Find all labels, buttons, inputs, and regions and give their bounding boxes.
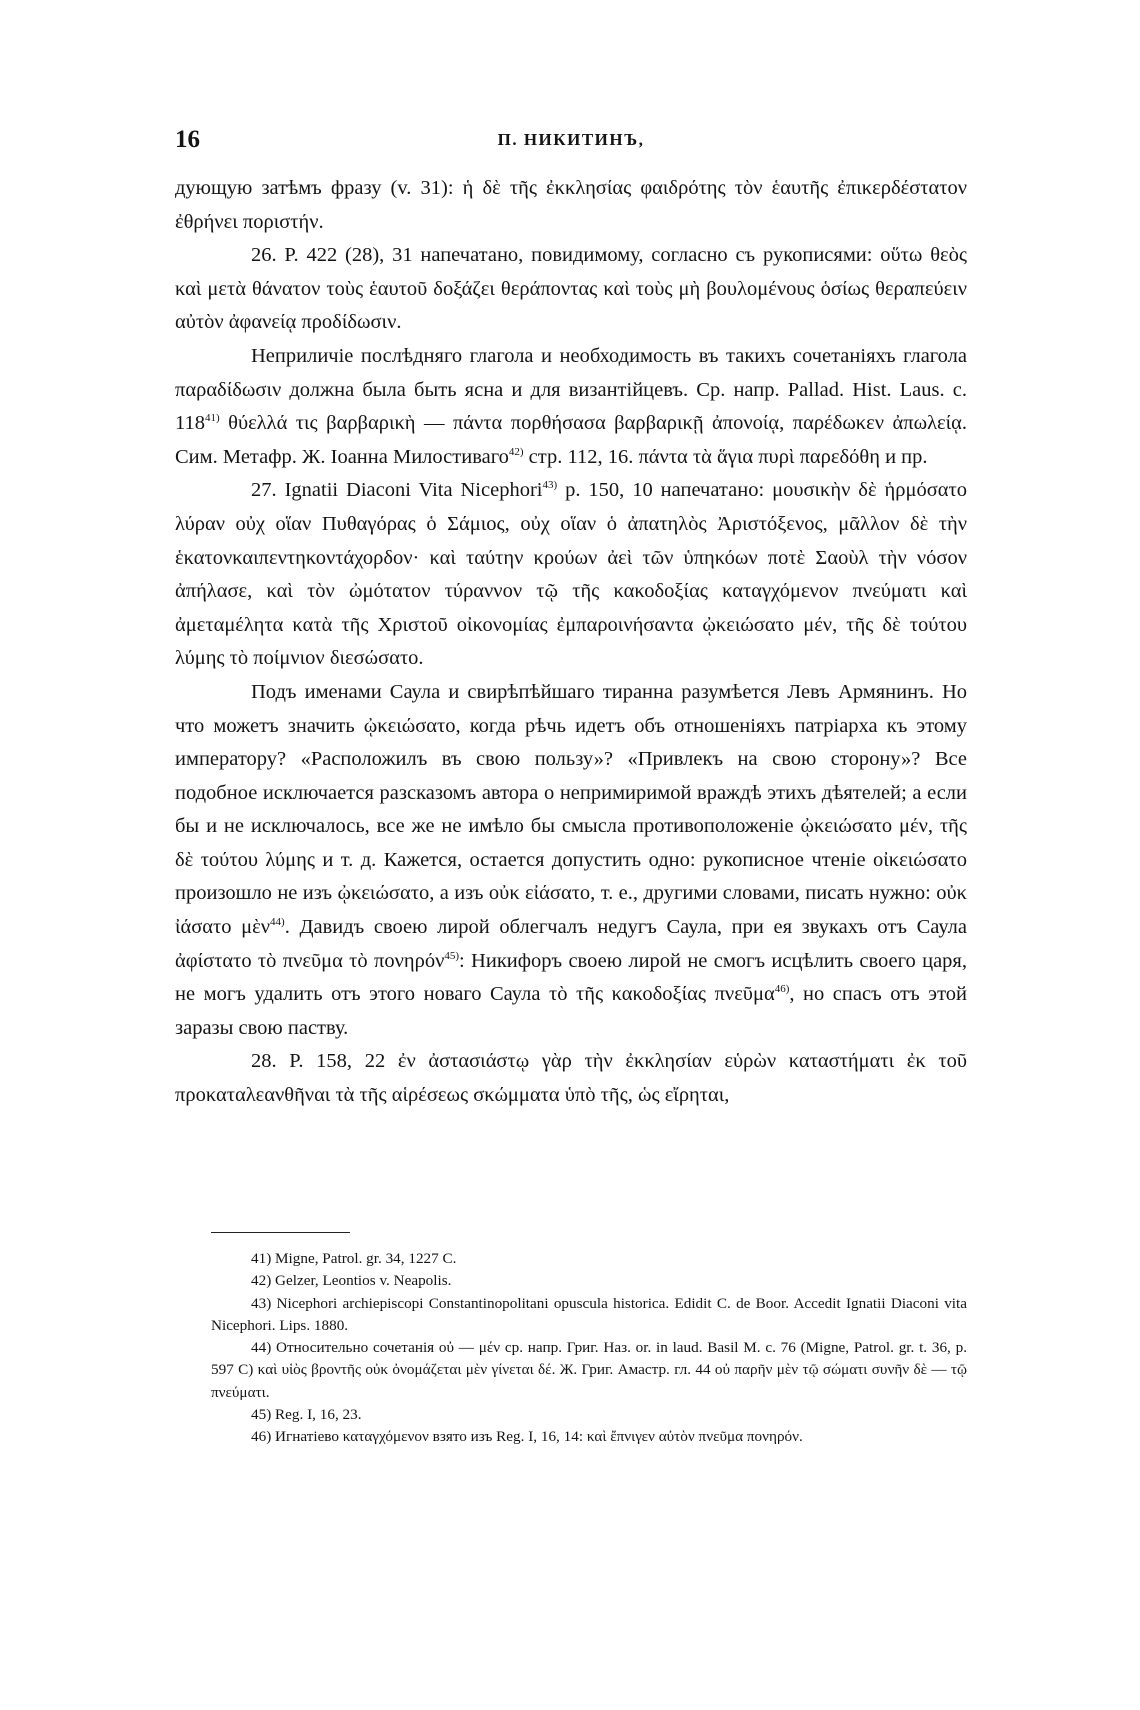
paragraph-5-text-c: : Никифоръ своею лирой не смогъ исцѣлить своего царя, не могъ удалить отъ этого новаго Саула τὸ τῆς κακοδοξίας πνεῦμα — [175, 949, 967, 1006]
paragraph-4-text-b: p. 150, 10 напечатано: μουσικὴν δὲ ἡρμόσατο λύραν οὐχ οἵαν Πυθαγόρας ὁ Σάμιος, οὐχ οἵαν ὁ ἀπατηλὸς Ἀριστόξενος, μᾶλλον δὲ τὴν ἑκατονκαιπεντηκοντάχορδον· καὶ ταύτην κρούων ἀεὶ τῶν ὑπηκόων ποτὲ Σαοὺλ τὴν νόσον ἀπήλασε, καὶ τὸν ὠμότατον τύραννον τῷ τῆς κακοδοξίας καταγχόμενον πνεύματι καὶ ἀμεταμέλητα κατὰ τῆς Χριστοῦ οἰκονομίας ἐμπαροινήσαντα ᾠκειώσατο μέν, τῆς δὲ τούτου λύμης τὸ ποίμνιον διεσώσατο. — [175, 479, 967, 670]
footnote-ref-45: 45) — [444, 949, 460, 962]
paragraph-5-text-a: Подъ именами Саула и свирѣпѣйшаго тиранна разумѣется Левъ Армянинъ. Но что можетъ значить ᾠκειώσατο, когда рѣчь идетъ объ отношеніяхъ патріарха къ этому императору? «Расположилъ въ свою пользу»? «Привлекъ на свою сторону»? Все подобное исключается разсказомъ автора о непримиримой враждѣ этихъ дѣятелей; а если бы и не исключалось, все же не имѣло бы смысла противоположеніе ᾠκειώσατο μέν, τῆς δὲ τούτου λύμης и т. д. Кажется, остается допустить одно: рукописное чтеніе οἰκειώσατο произошло не изъ ᾠκειώσατο, а изъ οὐκ εἰάσατο, т. е., другими словами, писать нужно: οὐκ ἰάσατο μὲν — [175, 680, 967, 939]
footnote-divider — [211, 1232, 350, 1233]
paragraph-3-text-a: Неприличіе послѣдняго глагола и необходимость въ такихъ сочетаніяхъ глагола παραδίδωσιν должна была быть ясна и для византійцевъ. Ср. напр. Pallad. Hist. Laus. c. 118 — [175, 344, 967, 435]
paragraph-2: 26. P. 422 (28), 31 напечатано, повидимому, согласно съ рукописями: οὕτω θεὸς καὶ μετὰ θάνατον τοὺς ἑαυτοῦ δοξάζει θεράποντας καὶ τοὺς μὴ βουλομένους ὁσίως θεραπεύειν αὐτὸν ἀφανείᾳ προδίδωσιν. — [175, 244, 967, 334]
footnote-42: 42) Gelzer, Leontios v. Neapolis. — [251, 1272, 452, 1290]
page-header — [175, 126, 967, 162]
paragraph-4-text-a: 27. Ignatii Diaconi Vita Nicephori — [251, 479, 543, 502]
paragraph-3-text-b: θύελλά τις βαρβαρικὴ — πάντα πορθήσασα βαρβαρικῇ ἀπονοίᾳ, παρέδωκεν ἀπωλείᾳ. Сим. Метафр. Ж. Іоанна Милостиваго — [175, 412, 967, 468]
footnote-44: 44) Относительно сочетанія οὐ — μέν ср. напр. Григ. Наз. or. in laud. Basil M. c. 76 (Migne, Patrol. gr. t. 36, p. 597 C) καὶ υἱὸς βροντῆς οὐκ ὀνομάζεται μὲν γίνεται δέ. Ж. Григ. Амастр. гл. 44 οὐ παρῆν μὲν τῷ σώματι συνῆν δὲ — τῷ πνεύματι. — [211, 1339, 967, 1401]
paragraph-5 — [175, 676, 967, 1046]
paragraph-6: 28. P. 158, 22 ἐν ἀστασιάστῳ γὰρ τὴν ἐκκλησίαν εὑρὼν καταστήματι ἐκ τοῦ προκαταλεανθῆναι τὰ τῆς αἱρέσεως σκώμματα ὑπὸ τῆς, ὡς εἴρηται, — [175, 1050, 967, 1107]
footnote-41: 41) Migne, Patrol. gr. 34, 1227 C. — [251, 1250, 457, 1267]
paragraph-5-text-b: . Давидъ своею лирой облегчалъ недугъ Саула, при ея звукахъ отъ Саула ἀφίστατο τὸ πνεῦμα τὸ πονηρόν — [175, 916, 967, 972]
paragraph-3 — [175, 340, 967, 474]
footnote-ref-44: 44) — [270, 916, 285, 929]
footnote-ref-43: 43) — [542, 479, 558, 492]
footnote-45: 45) Reg. I, 16, 23. — [251, 1406, 362, 1424]
footnote-ref-42: 42) — [508, 445, 524, 458]
footnote-43: 43) Nicephori archiepiscopi Constantinopolitani opuscula historica. Edidit C. de Boor. Accedit Ignatii Diaconi vita Nicephori. Lips. 1880. — [211, 1294, 967, 1334]
page-number: 16 — [175, 126, 200, 153]
footnote-ref-46: 46) — [774, 983, 790, 996]
footnote-46: 46) Игнатіево καταγχόμενον взято изъ Reg. I, 16, 14: καὶ ἔπνιγεν αὐτὸν πνεῦμα πονηρόν. — [251, 1428, 803, 1446]
paragraph-4 — [175, 474, 967, 676]
paragraph-3-text-c: стр. 112, 16. πάντα τὰ ἅγια πυρὶ παρεδόθη и пр. — [523, 445, 928, 468]
main-text — [175, 172, 967, 1113]
paragraph-1: дующую затѣмъ фразу (v. 31): ἡ δὲ τῆς ἐκκλησίας φαιδρότης τὸν ἑαυτῆς ἐπικερδέστατον ἐθρήνει ποριστήν. — [175, 177, 967, 233]
running-title: П. НИКИТИНЪ, — [497, 130, 645, 149]
footnote-ref-41: 41) — [205, 412, 220, 425]
footnotes — [211, 1248, 967, 1449]
paragraph-5-text-d: , но спасъ отъ этой заразы свою паству. — [175, 983, 967, 1039]
